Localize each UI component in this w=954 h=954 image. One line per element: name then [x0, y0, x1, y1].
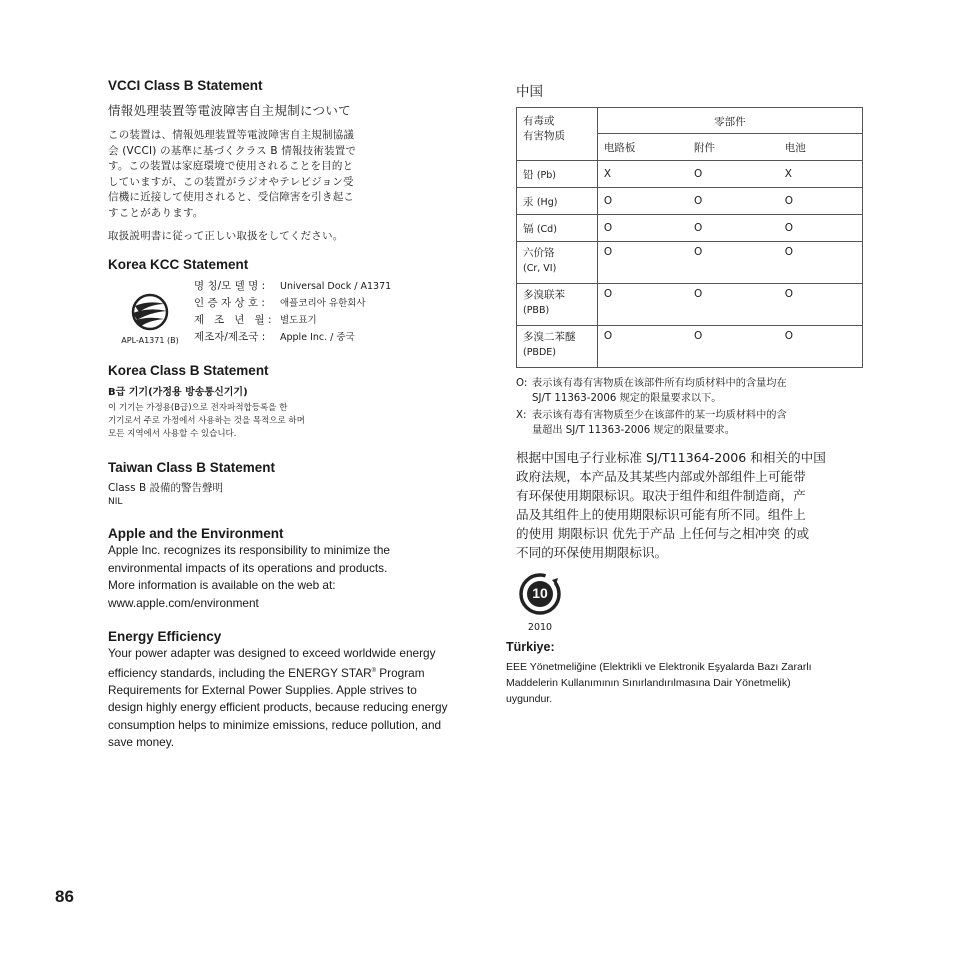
kcc-logo-caption: APL-A1371 (B): [121, 336, 179, 345]
vcci-heading: VCCI Class B Statement: [108, 78, 263, 93]
substance-name: 多溴二苯醚: [523, 331, 576, 343]
environment-line: Apple Inc. recognizes its responsibility to minimize the: [108, 543, 390, 557]
energy-line-part: efficiency standards, including the ENERGY STAR: [108, 665, 372, 680]
note-line: 表示该有毒有害物质至少在该部件的某一均质材料中的含: [532, 410, 787, 421]
table-row: [517, 161, 863, 188]
substance-symbol: (Cr, VI): [523, 263, 557, 274]
value-cell: X: [597, 161, 688, 188]
energy-line: Your power adapter was designed to exceed worldwide energy: [108, 646, 436, 660]
kcc-row: [194, 312, 391, 329]
table-row: [517, 326, 863, 368]
turkey-heading: Türkiye:: [506, 640, 555, 654]
environment-line: More information is available on the web at:: [108, 578, 336, 592]
korea-class-b-heading: Korea Class B Statement: [108, 363, 269, 378]
substance-name: 镉: [523, 222, 534, 235]
environment-heading: Apple and the Environment: [108, 526, 284, 541]
substance-name: 铅: [523, 168, 534, 181]
value-cell: O: [597, 242, 688, 284]
energy-line: [108, 663, 478, 682]
note-line: 量超出 SJ/T 11363-2006 规定的限量要求。: [532, 425, 735, 436]
taiwan-sub: Class B 設備的警告聲明: [108, 482, 224, 494]
value-cell: O: [688, 188, 779, 215]
kcc-details: [194, 278, 391, 347]
value-cell: O: [779, 242, 863, 284]
value-cell: X: [779, 161, 863, 188]
corner-line: 有害物质: [523, 130, 565, 142]
kcc-heading: Korea KCC Statement: [108, 257, 249, 272]
energy-body: [108, 645, 478, 752]
china-line: 品及其组件上的使用期限标识可能有所不同。组件上: [516, 507, 806, 522]
value-cell: O: [688, 215, 779, 242]
value-cell: O: [688, 284, 779, 326]
efup-number: 10: [532, 585, 548, 601]
kcc-row-label: 인 증 자 상 호 :: [194, 297, 265, 309]
value-cell: O: [688, 161, 779, 188]
kcc-row: [194, 329, 391, 346]
substance-cell: [517, 326, 598, 368]
efup-10-icon: [518, 572, 562, 616]
taiwan-nil: NIL: [108, 497, 123, 507]
kcc-row: [194, 295, 391, 312]
energy-line: Requirements for External Power Supplies. Apple strives to: [108, 682, 417, 697]
note-line: 表示该有毒有害物质在该部件所有均质材料中的含量均在: [532, 378, 787, 389]
energy-line: save money.: [108, 735, 175, 750]
korea-class-b-body: [108, 402, 478, 441]
vcci-manual-note: 取扱説明書に従って正しい取扱をしてください。: [108, 230, 344, 242]
korea-line: 이 기기는 가정용(B급)으로 전자파적합등록을 한: [108, 403, 288, 413]
value-cell: O: [597, 215, 688, 242]
substance-cell: [517, 284, 598, 326]
note-o: [516, 376, 866, 406]
kcc-row-value: Universal Dock / A1371: [280, 281, 392, 292]
substance-cell: [517, 188, 598, 215]
value-cell: O: [779, 188, 863, 215]
value-cell: O: [779, 215, 863, 242]
value-cell: O: [597, 188, 688, 215]
kcc-row-value: 애플코리아 유한회사: [280, 298, 366, 309]
substance-name: 六价铬: [523, 247, 555, 259]
korea-class-b-section: [108, 363, 478, 441]
kcc-row: [194, 278, 391, 295]
korea-line: 모든 지역에서 사용할 수 있습니다.: [108, 429, 237, 439]
vcci-body: [108, 128, 478, 221]
kcc-logo-icon: [127, 292, 173, 332]
value-cell: O: [688, 326, 779, 368]
substance-symbol: (Cd): [536, 223, 557, 235]
environment-body: [108, 542, 478, 612]
china-line: 政府法规，本产品及其某些内部或外部组件上可能带: [516, 469, 806, 484]
registered-mark: ®: [371, 667, 377, 674]
environment-line: environmental impacts of its operations and products.: [108, 560, 388, 575]
value-cell: O: [597, 326, 688, 368]
vcci-line: この装置は、情報処理装置等電波障害自主規制協議: [108, 129, 355, 141]
substance-symbol: (Pb): [536, 169, 557, 181]
vcci-line: していますが、この装置がラジオやテレビジョン受: [108, 175, 354, 188]
china-line: 不同的环保使用期限标识。: [516, 545, 668, 560]
column-header: 电路板: [597, 134, 688, 161]
turkey-line: EEE Yönetmeliğine (Elektrikli ve Elektronik Eşyalarda Bazı Zararlı: [506, 661, 812, 673]
environment-section: [108, 526, 478, 612]
taiwan-section: [108, 460, 478, 507]
substance-symbol: (PBDE): [523, 347, 556, 358]
turkey-line: Maddelerin Kullanımının Sınırlandırılmasına Dair Yönetmelik): [506, 677, 791, 689]
table-row: [517, 242, 863, 284]
column-header: 附件: [688, 134, 779, 161]
column-header: 电池: [779, 134, 863, 161]
substance-name: 汞: [523, 195, 534, 208]
parts-header: 零部件: [597, 108, 862, 134]
energy-section: [108, 629, 478, 752]
vcci-line: す。この装置は家庭環境で使用されることを目的と: [108, 160, 354, 172]
table-row: [517, 188, 863, 215]
substance-symbol: (PBB): [523, 305, 550, 316]
efup-logo-block: [516, 572, 564, 633]
kcc-section: [108, 257, 478, 347]
energy-line-part: Program: [376, 665, 425, 680]
energy-heading: Energy Efficiency: [108, 629, 222, 644]
vcci-line: 信機に近接して使用されると、受信障害を引き起こ: [108, 191, 355, 203]
kcc-row-value: 별도표기: [280, 315, 317, 326]
china-line: 的使用 期限标识 优先于产品 上任何与之相冲突 的或: [516, 526, 810, 541]
energy-line: consumption helps to minimize emissions, reduce pollution, and: [108, 717, 442, 732]
china-heading: 中国: [516, 84, 543, 99]
value-cell: O: [688, 242, 779, 284]
page-number: 86: [55, 887, 74, 906]
substance-symbol: (Hg): [536, 196, 558, 208]
china-line: 有环保使用期限标识。取决于组件和组件制造商，产: [516, 488, 806, 503]
value-cell: O: [779, 326, 863, 368]
table-corner-header: [517, 108, 598, 161]
kcc-row-label: 제조자/제조국 :: [194, 331, 266, 343]
environment-url: www.apple.com/environment: [108, 595, 259, 610]
table-notes: [516, 376, 866, 438]
note-line: SJ/T 11363-2006 规定的限量要求以下。: [532, 393, 722, 404]
note-x: [516, 408, 866, 438]
turkey-section: [506, 640, 886, 707]
china-paragraph: [516, 448, 866, 562]
turkey-body: [506, 659, 886, 707]
kcc-row-value: Apple Inc. / 중국: [280, 332, 355, 343]
korea-line: 기기로서 주로 가정에서 사용하는 것을 목적으로 하며: [108, 416, 305, 426]
substance-name: 多溴联苯: [523, 289, 565, 301]
china-section: [516, 80, 866, 633]
vcci-section: [108, 78, 478, 245]
substance-cell: [517, 242, 598, 284]
efup-year: 2010: [527, 622, 553, 633]
substance-cell: [517, 161, 598, 188]
note-key: O:: [516, 378, 528, 389]
kcc-row-label: 제 조 년 월 :: [194, 314, 272, 326]
turkey-line: uygundur.: [506, 693, 553, 705]
vcci-subtitle: 情報処理装置等電波障害自主規制について: [108, 103, 351, 118]
value-cell: O: [597, 284, 688, 326]
vcci-line: 会 (VCCI) の基準に基づくクラス B 情報技術装置で: [108, 144, 357, 157]
taiwan-heading: Taiwan Class B Statement: [108, 460, 276, 475]
note-key: X:: [516, 410, 527, 421]
kcc-row-label: 명 칭/모 델 명 :: [194, 280, 266, 292]
china-line: 根据中国电子行业标准 SJ/T11364-2006 和相关的中国: [516, 450, 826, 465]
substance-cell: [517, 215, 598, 242]
energy-line: design highly energy efficient products, because reducing energy: [108, 700, 448, 715]
kcc-logo-block: [108, 278, 192, 347]
table-row: [517, 215, 863, 242]
corner-line: 有毒或: [523, 115, 555, 127]
korea-class-b-sub: B급 기기(가정용 방송통신기기): [108, 387, 248, 398]
hazardous-substances-table: [516, 107, 863, 368]
vcci-line: すことがあります。: [108, 206, 204, 219]
table-row: [517, 284, 863, 326]
value-cell: O: [779, 284, 863, 326]
